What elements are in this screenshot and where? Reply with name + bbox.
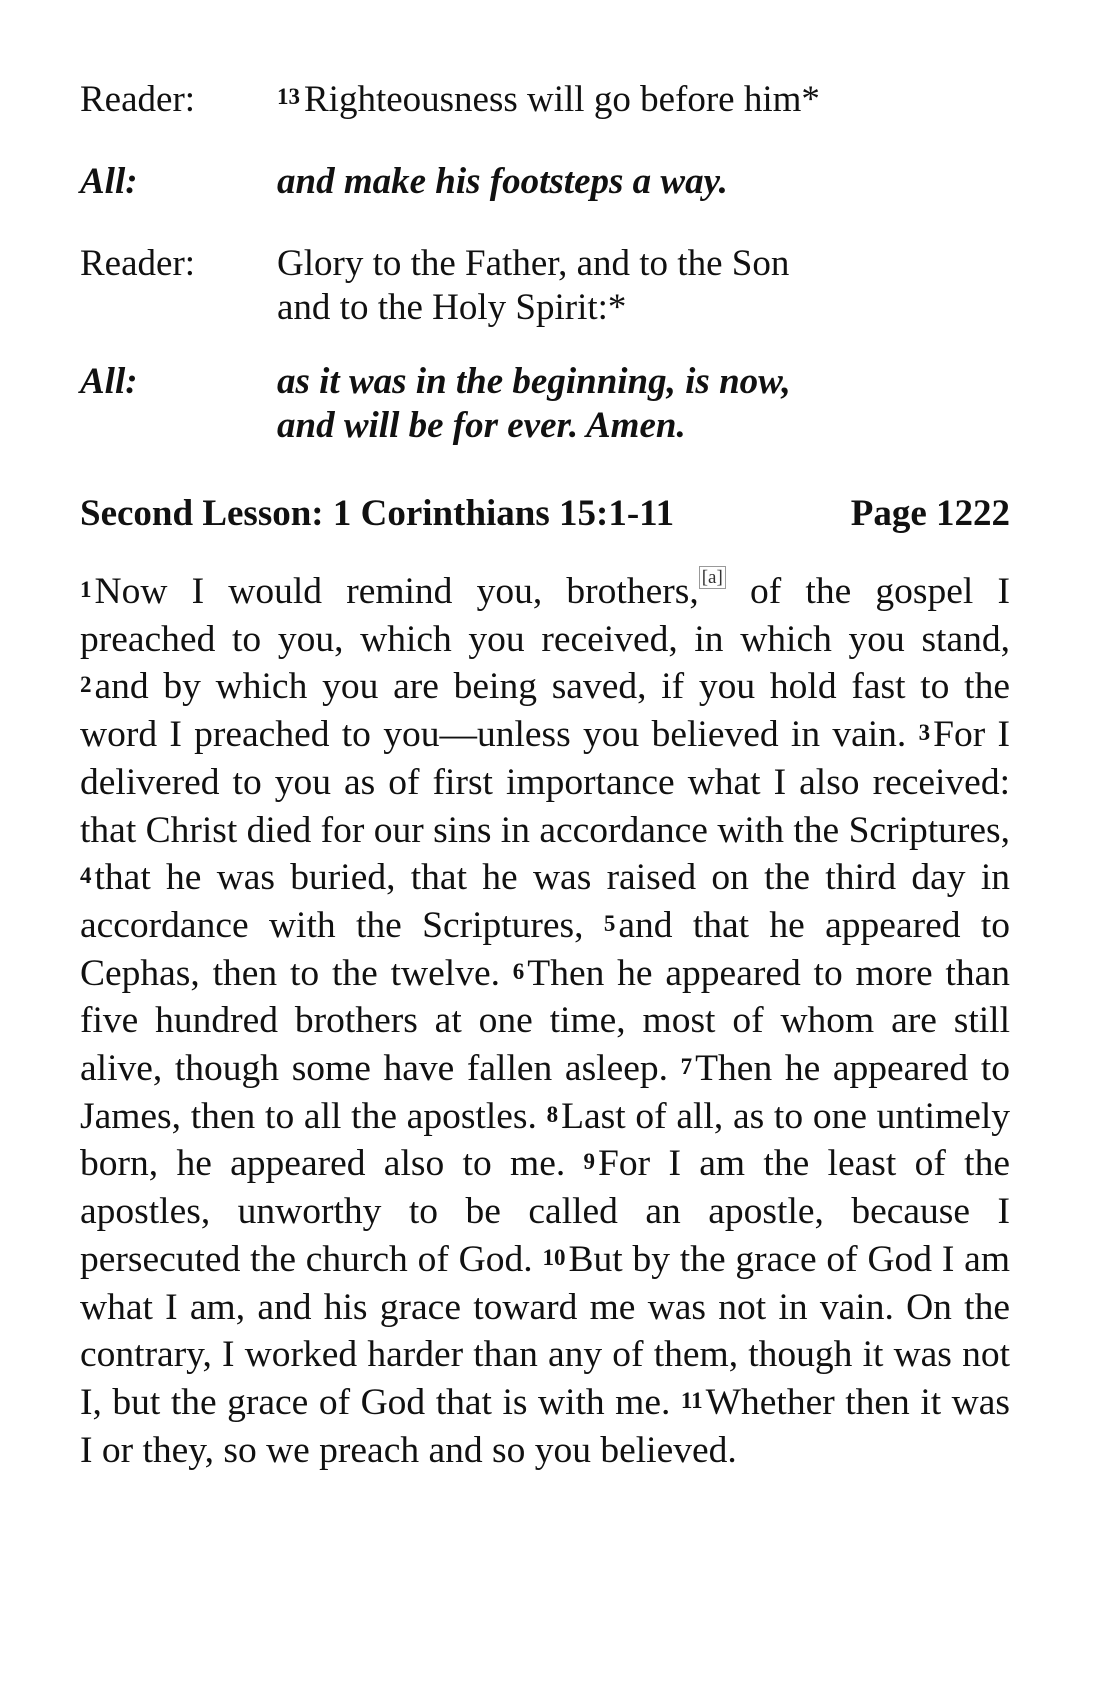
verse-number: 13 <box>277 84 300 109</box>
footnote-link[interactable]: [a] <box>699 566 726 589</box>
responsory-line: and will be for ever. Amen. <box>277 405 686 446</box>
verse-number: 8 <box>546 1101 559 1127</box>
responsory-line-all-2 <box>80 360 1010 448</box>
speaker-label: All: <box>80 361 138 402</box>
responsory-line-all-1 <box>80 160 1010 204</box>
verse-number: 6 <box>512 958 525 984</box>
verse-text: For I am the least of the apostles, unworthy to be called an apostle, because I persecuted the church of God. <box>80 1143 1010 1280</box>
scripture-passage <box>80 568 1010 1474</box>
responsory-text <box>277 78 820 122</box>
responsory-line: Glory to the Father, and to the Son <box>277 243 790 284</box>
lesson-title: Second Lesson: 1 Corinthians 15:1-11 <box>80 493 675 534</box>
responsory-line: as it was in the beginning, is now, <box>277 361 791 402</box>
speaker-label: Reader: <box>80 243 196 284</box>
verse-text: of the gospel I preached to you, which you received, in which you stand, <box>80 571 1010 660</box>
verse-text: and that he appeared to Cephas, then to the twelve. <box>80 904 1010 994</box>
verse-text: Then he appeared to James, then to all the apostles. <box>80 1048 1010 1137</box>
lesson-heading <box>80 492 1010 536</box>
verse-number: 3 <box>918 720 931 746</box>
speaker-label: Reader: <box>80 79 196 120</box>
verse-text: Then he appeared to more than five hundred brothers at one time, most of whom are still alive, though some have fallen asleep. <box>80 952 1010 1090</box>
verse-number: 9 <box>583 1149 596 1175</box>
verse-number: 2 <box>80 672 92 698</box>
verse-text: and by which you are being saved, if you hold fast to the word I preached to you—unless you believed in vain. <box>80 666 1010 756</box>
verse-number: 7 <box>680 1054 693 1080</box>
responsory-line: Righteousness will go before him* <box>304 79 820 120</box>
verse-number: 1 <box>80 577 92 602</box>
verse-text: Whether then it was I or they, so we preach and so you believed. <box>80 1381 1010 1471</box>
responsory-line: and make his footsteps a way. <box>277 161 728 202</box>
responsory-line-reader-1 <box>80 78 1010 122</box>
verse-number: 10 <box>542 1244 566 1270</box>
verse-text: But by the grace of God I am what I am, and his grace toward me was not in vain. On the contrary, I worked harder than any of them, though it was not I, but the grace of God that is with me. <box>80 1238 1010 1423</box>
verse-text: Last of all, as to one untimely born, he appeared also to me. <box>80 1095 1011 1185</box>
responsory-text <box>277 360 791 448</box>
verse-number: 5 <box>603 910 616 936</box>
responsory-line: and to the Holy Spirit:* <box>277 287 627 328</box>
responsory-line-reader-2 <box>80 242 1010 330</box>
responsory-text <box>277 242 789 330</box>
document-page <box>80 78 1010 1474</box>
verse-number: 4 <box>80 863 92 889</box>
verse-text: that he was buried, that he was raised on the third day in accordance with the Scriptures, <box>80 857 1010 946</box>
verse-number: 11 <box>680 1387 703 1413</box>
speaker-label: All: <box>80 161 138 202</box>
verse-text: For I delivered to you as of first importance what I also received: that Christ died for our sins in accordance with the Scriptures, <box>80 714 1010 851</box>
verse-text: Now I would remind you, brothers, <box>94 571 699 612</box>
responsory-text <box>277 160 728 204</box>
lesson-page-ref: Page 1222 <box>850 493 1010 534</box>
